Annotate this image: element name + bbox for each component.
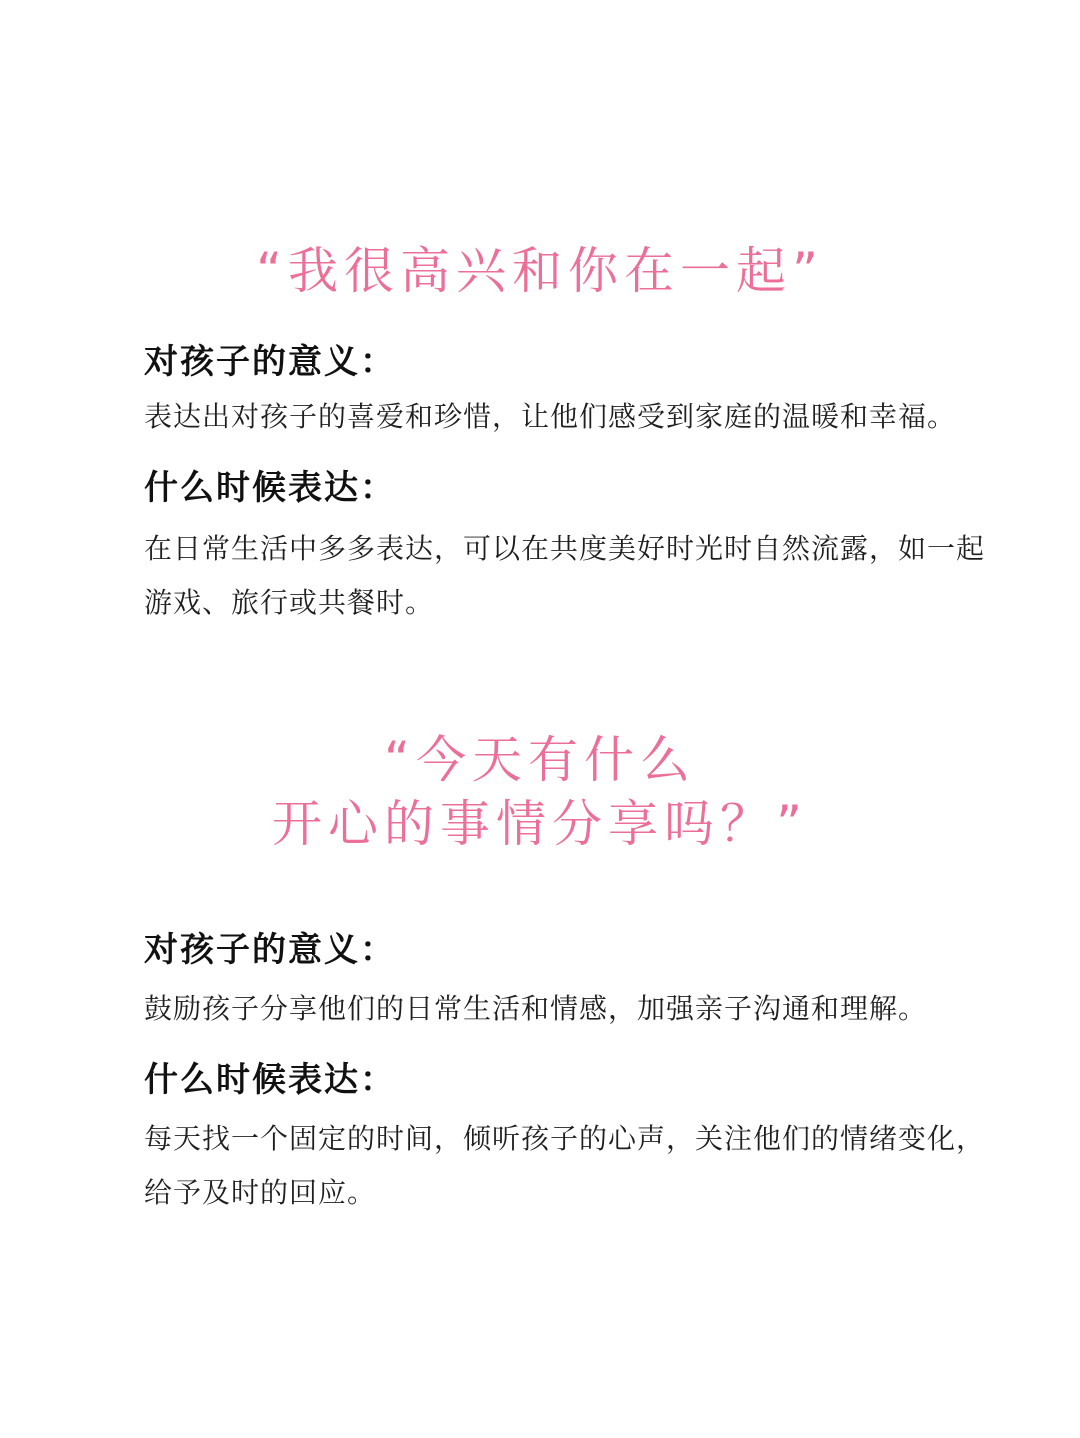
quote-2-line-1: “今天有什么 bbox=[384, 731, 696, 789]
quote-2 bbox=[0, 728, 1080, 856]
quote-1: “我很高兴和你在一起” bbox=[256, 242, 824, 300]
section2-when-text: 每天找一个固定的时间，倾听孩子的心声，关注他们的情绪变化，给予及时的回应。 bbox=[144, 1122, 986, 1209]
section2-meaning-heading: 对孩子的意义： bbox=[144, 930, 396, 970]
section1-meaning-text: 表达出对孩子的喜爱和珍惜，让他们感受到家庭的温暖和幸福。 bbox=[144, 400, 957, 433]
section1-when-heading: 什么时候表达： bbox=[144, 468, 396, 508]
section1-meaning-heading: 对孩子的意义： bbox=[144, 342, 396, 382]
section1-when-text: 在日常生活中多多表达，可以在共度美好时光时自然流露，如一起游戏、旅行或共餐时。 bbox=[144, 532, 986, 619]
section2-meaning-text: 鼓励孩子分享他们的日常生活和情感，加强亲子沟通和理解。 bbox=[144, 992, 928, 1025]
quote-2-line-2: 开心的事情分享吗？” bbox=[272, 795, 808, 853]
section2-when-heading: 什么时候表达： bbox=[144, 1060, 396, 1100]
